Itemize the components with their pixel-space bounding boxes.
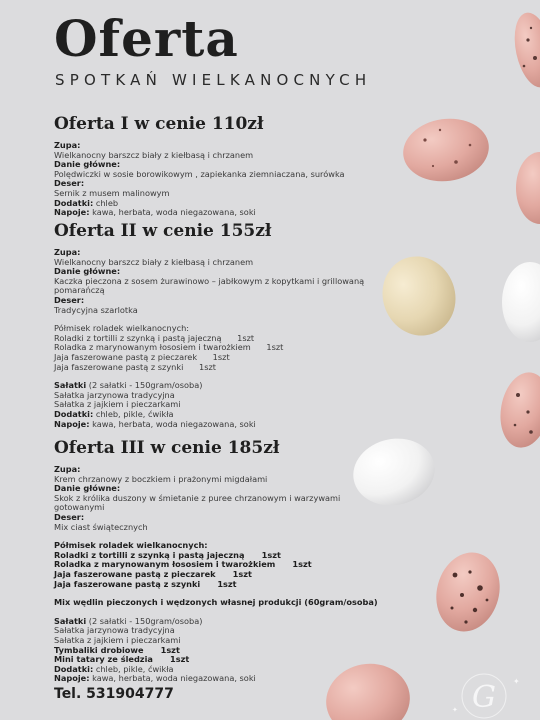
offer-3-dessert: Mix ciast świątecznych: [54, 521, 148, 532]
page-title: Oferta: [54, 9, 239, 68]
offer-1-main: Polędwiczki w sosie borowikowym , zapiekanka ziemniaczana, surówka: [54, 168, 345, 179]
offer-3-soup: Krem chrzanowy z boczkiem i prażonymi migdałami: [54, 473, 268, 484]
offer-2-salad-item: Sałatka z jajkiem i pieczarkami: [54, 399, 181, 410]
svg-text:G: G: [472, 680, 496, 715]
offer-3-drinks: kawa, herbata, woda niegazowana, soki: [89, 673, 256, 684]
page-subtitle: SPOTKAŃ WIELKANOCNYCH: [55, 71, 372, 89]
offer-2-extras-label: Dodatki:: [54, 408, 94, 419]
offer-3-salads-label: Sałatki: [54, 615, 87, 626]
offer-1-soup: Wielkanocny barszcz biały z kiełbasą i chrzanem: [54, 149, 254, 160]
offer-1-extras: chleb: [93, 197, 119, 208]
offer-3-platter-title: Półmisek roladek wielkanocnych:: [54, 540, 208, 551]
offer-3-platter-item: Jaja faszerowane pastą z szynki 1szt: [54, 578, 237, 589]
offer-3-heading: Oferta III w cenie 185zł: [54, 438, 280, 458]
offer-2-dessert-label: Deser:: [54, 294, 85, 305]
offer-3-extra-item: Mini tatary ze śledzia 1szt: [54, 654, 190, 665]
offer-2-salads-label: Sałatki: [54, 380, 87, 391]
offer-3-platter-item: Roladki z tortilli z szynką i pastą jajeczną 1szt: [54, 549, 281, 560]
egg-pink-speckled-icon: [428, 545, 509, 638]
offer-3-cold-cuts-mix: Mix wędlin pieczonych i wędzonych własnej produkcji (60gram/osoba): [54, 597, 378, 608]
svg-text:✦: ✦: [452, 706, 458, 714]
g-monogram-logo-icon: [452, 674, 520, 718]
egg-pink-2-icon: [495, 368, 540, 451]
offer-2-drinks-label: Napoje:: [54, 418, 90, 429]
offer-2-dessert: Tradycyjna szarlotka: [54, 304, 138, 315]
offer-3-main: Skok z królika duszony w śmietanie z puree chrzanowym i warzywami gotowanymi: [54, 492, 341, 513]
offer-2-menu: [54, 248, 399, 429]
offer-3-menu: [54, 465, 399, 684]
egg-white-right-icon: [502, 262, 540, 342]
offer-3-dessert-label: Deser:: [54, 511, 85, 522]
offer-2-platter-item: Roladka z marynowanym łososiem i twarożkiem 1szt: [54, 342, 284, 353]
offer-1-drinks-label: Napoje:: [54, 207, 90, 218]
offer-1-heading: Oferta I w cenie 110zł: [54, 114, 264, 134]
offer-3-platter-item: Jaja faszerowane pastą z pieczarek 1szt: [54, 568, 252, 579]
offer-2-extras: chleb, pikle, ćwikła: [93, 408, 174, 419]
offer-2-drinks: kawa, herbata, woda niegazowana, soki: [89, 418, 256, 429]
egg-pink-1-icon: [399, 113, 493, 186]
offer-3-extras: chleb, pikle, ćwikła: [93, 663, 174, 674]
offer-3-extra-item: Tymbaliki drobiowe 1szt: [54, 644, 180, 655]
offer-3-soup-label: Zupa:: [54, 464, 81, 474]
offer-2-salad-item: Sałatka jarzynowa tradycyjna: [54, 389, 175, 400]
offer-3-drinks-label: Napoje:: [54, 673, 90, 684]
offer-1-main-label: Danie główne:: [54, 159, 121, 170]
offer-1-drinks: kawa, herbata, woda niegazowana, soki: [89, 207, 256, 218]
offer-2-salads-detail: (2 sałatki - 150gram/osoba): [86, 380, 203, 391]
egg-pink-right-edge-icon: [516, 152, 540, 224]
offer-1-soup-label: Zupa:: [54, 140, 81, 150]
offer-3-extras-label: Dodatki:: [54, 663, 94, 674]
offer-2-main: Kaczka pieczona z sosem żurawinowo – jabłkowym z kopytkami i grillowaną pomarańczą: [54, 275, 365, 296]
phone-number: Tel. 531904777: [54, 686, 174, 702]
offer-2-soup: Wielkanocny barszcz biały z kiełbasą i chrzanem: [54, 256, 254, 267]
offer-2-soup-label: Zupa:: [54, 247, 81, 257]
offer-1-menu: [54, 141, 399, 218]
egg-pink-top-right-icon: [508, 9, 540, 91]
svg-text:✦: ✦: [513, 677, 520, 686]
offer-2-heading: Oferta II w cenie 155zł: [54, 221, 272, 241]
offer-2-platter-item: Jaja faszerowane pastą z szynki 1szt: [54, 361, 216, 372]
offer-1-dessert: Sernik z musem malinowym: [54, 187, 170, 198]
offer-2-platter-item: Jaja faszerowane pastą z pieczarek 1szt: [54, 351, 230, 362]
offer-1-dessert-label: Deser:: [54, 178, 85, 189]
offer-2-platter-title: Półmisek roladek wielkanocnych:: [54, 323, 190, 334]
offer-3-platter-item: Roladka z marynowanym łososiem i twarożkiem 1szt: [54, 559, 312, 570]
offer-1-extras-label: Dodatki:: [54, 197, 94, 208]
offer-3-salads-detail: (2 sałatki - 150gram/osoba): [86, 615, 203, 626]
offer-2-main-label: Danie główne:: [54, 266, 121, 277]
offer-3-main-label: Danie główne:: [54, 483, 121, 494]
offer-3-salad-item: Sałatka z jajkiem i pieczarkami: [54, 634, 181, 645]
offer-2-platter-item: Roladki z tortilli z szynką i pastą jajeczną 1szt: [54, 332, 255, 343]
offer-3-salad-item: Sałatka jarzynowa tradycyjna: [54, 625, 175, 636]
